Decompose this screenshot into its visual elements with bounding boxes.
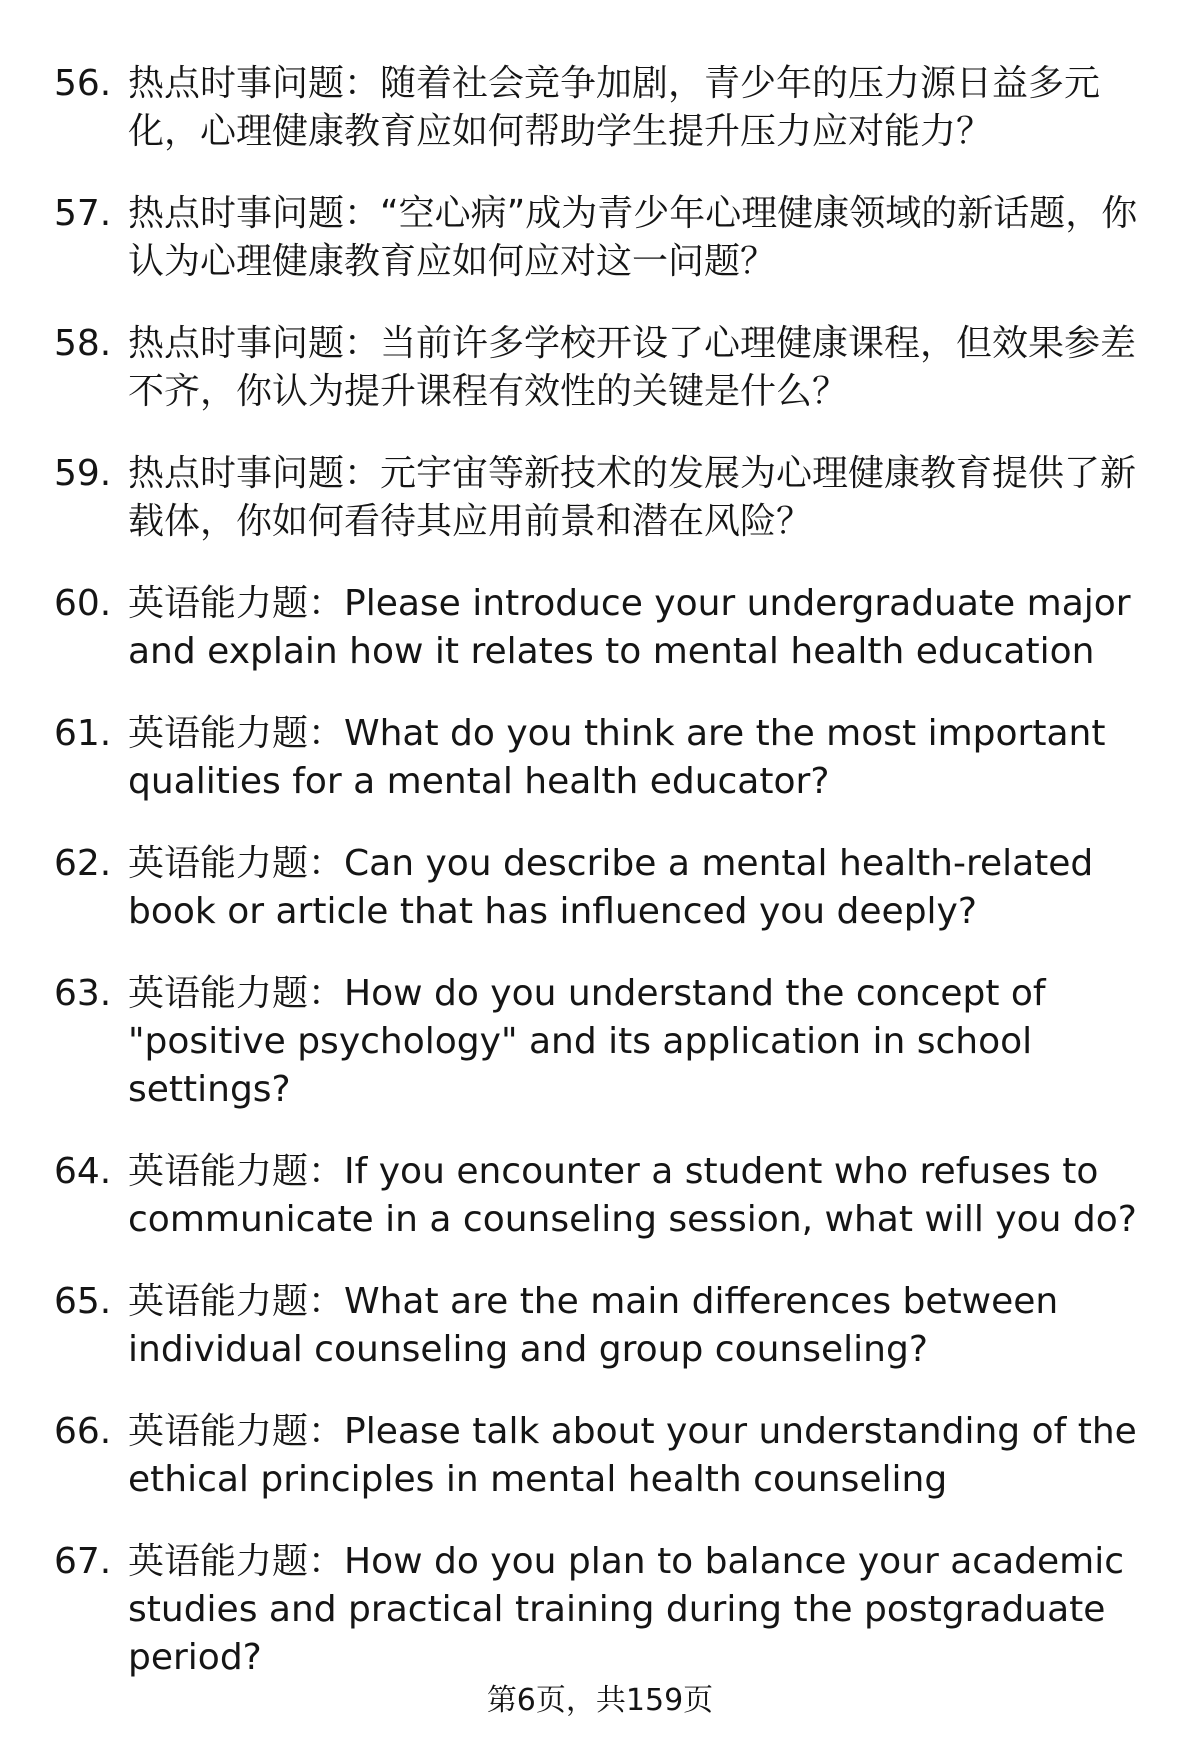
question-text: 英语能力题：What are the main differences between individual counseling and group counseling?	[128, 1281, 1059, 1370]
question-item-61	[54, 710, 1164, 806]
question-number: 56.	[54, 63, 112, 104]
question-item-63	[54, 970, 1164, 1114]
question-number: 61.	[54, 713, 112, 754]
question-text: 英语能力题：What do you think are the most important qualities for a mental health educator?	[128, 713, 1106, 802]
question-number: 59.	[54, 453, 112, 494]
question-item-60	[54, 580, 1164, 676]
question-number: 67.	[54, 1541, 112, 1582]
question-item-64	[54, 1148, 1164, 1244]
question-text: 热点时事问题：元宇宙等新技术的发展为心理健康教育提供了新载体，你如何看待其应用前景和潜在风险？	[128, 453, 1137, 542]
question-text: 热点时事问题：当前许多学校开设了心理健康课程，但效果参差不齐，你认为提升课程有效性的关键是什么？	[128, 323, 1137, 412]
question-number: 58.	[54, 323, 112, 364]
question-item-57	[54, 190, 1164, 286]
question-number: 64.	[54, 1151, 112, 1192]
question-text: 英语能力题：How do you plan to balance your academic studies and practical training during the postgraduate period?	[128, 1541, 1124, 1678]
question-text: 英语能力题：Please introduce your undergraduate major and explain how it relates to mental health education	[128, 583, 1131, 672]
question-number: 57.	[54, 193, 112, 234]
question-number: 63.	[54, 973, 112, 1014]
question-item-59	[54, 450, 1164, 546]
question-text: 英语能力题：Please talk about your understanding of the ethical principles in mental health counseling	[128, 1411, 1137, 1500]
question-number: 62.	[54, 843, 112, 884]
question-item-67	[54, 1538, 1164, 1682]
question-text: 热点时事问题：随着社会竞争加剧，青少年的压力源日益多元化，心理健康教育应如何帮助学生提升压力应对能力？	[128, 63, 1101, 152]
question-list	[54, 60, 1164, 1716]
question-number: 60.	[54, 583, 112, 624]
question-number: 65.	[54, 1281, 112, 1322]
page-number-label: 第6页，共159页	[486, 1683, 714, 1718]
question-item-62	[54, 840, 1164, 936]
question-number: 66.	[54, 1411, 112, 1452]
question-text: 热点时事问题：“空心病”成为青少年心理健康领域的新话题，你认为心理健康教育应如何应对这一问题？	[128, 193, 1138, 282]
question-item-66	[54, 1408, 1164, 1504]
question-item-58	[54, 320, 1164, 416]
question-item-65	[54, 1278, 1164, 1374]
question-item-56	[54, 60, 1164, 156]
question-text: 英语能力题：How do you understand the concept of "positive psychology" and its application in school settings?	[128, 973, 1046, 1110]
question-text: 英语能力题：If you encounter a student who refuses to communicate in a counseling session, what will you do?	[128, 1151, 1137, 1240]
question-text: 英语能力题：Can you describe a mental health-related book or article that has influenced you deeply?	[128, 843, 1094, 932]
page-footer	[0, 1681, 1200, 1721]
